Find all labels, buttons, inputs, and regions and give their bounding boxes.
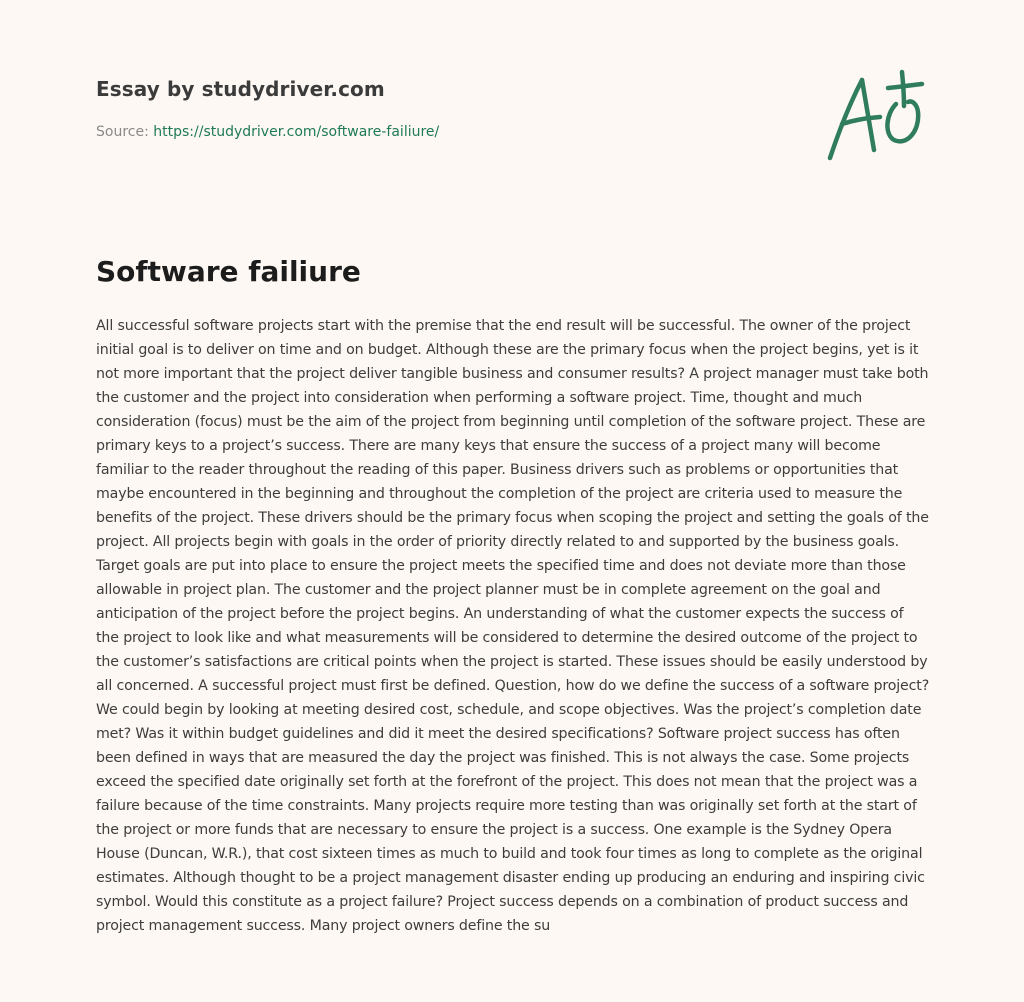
source-line (96, 124, 439, 140)
a-plus-logo (822, 68, 930, 164)
essay-body: All successful software projects start with the premise that the end result will be successful. The owner of the project initial goal is to deliver on time and on budget. Although these are the primary focus when the project begins, yet is it not more important that the project deliver tangible business and consumer results? A project manager must take both the customer and the project into consideration when performing a software project. Time, thought and much consideration (focus) must be the aim of the project from beginning until completion of the software project. These are primary keys to a project’s success. There are many keys that ensure the success of a project many will become familiar to the reader throughout the reading of this paper. Business drivers such as problems or opportunities that maybe encountered in the beginning and throughout the completion of the project are criteria used to measure the benefits of the project. These drivers should be the primary focus when scoping the project and setting the goals of the project. All projects begin with goals in the order of priority directly related to and supported by the business goals. Target goals are put into place to ensure the project meets the specified time and does not deviate more than those allowable in project plan. The customer and the project planner must be in complete agreement on the goal and anticipation of the project before the project begins. An understanding of what the customer expects the success of the project to look like and what measurements will be considered to determine the desired outcome of the project to the customer’s satisfactions are critical points when the project is started. These issues should be easily understood by all concerned. A successful project must first be defined. Question, how do we define the success of a software project? We could begin by looking at meeting desired cost, schedule, and scope objectives. Was the project’s completion date met? Was it within budget guidelines and did it meet the desired specifications? Software project success has often been defined in ways that are measured the day the project was finished. This is not always the case. Some projects exceed the specified date originally set forth at the forefront of the project. This does not mean that the project was a failure because of the time constraints. Many projects require more testing than was originally set forth at the start of the project or more funds that are necessary to ensure the project is a success. One example is the Sydney Opera House (Duncan, W.R.), that cost sixteen times as much to build and took four times as long to complete as the original estimates. Although thought to be a project management disaster ending up producing an enduring and inspiring civic symbol. Would this constitute as a project failure? Project success depends on a combination of product success and project management success. Many project owners define the su (96, 318, 930, 934)
essay-title: Software failiure (96, 255, 361, 288)
source-link[interactable]: https://studydriver.com/software-failiure/ (153, 124, 440, 140)
site-title: Essay by studydriver.com (96, 77, 385, 101)
source-label: Source: (96, 124, 154, 140)
